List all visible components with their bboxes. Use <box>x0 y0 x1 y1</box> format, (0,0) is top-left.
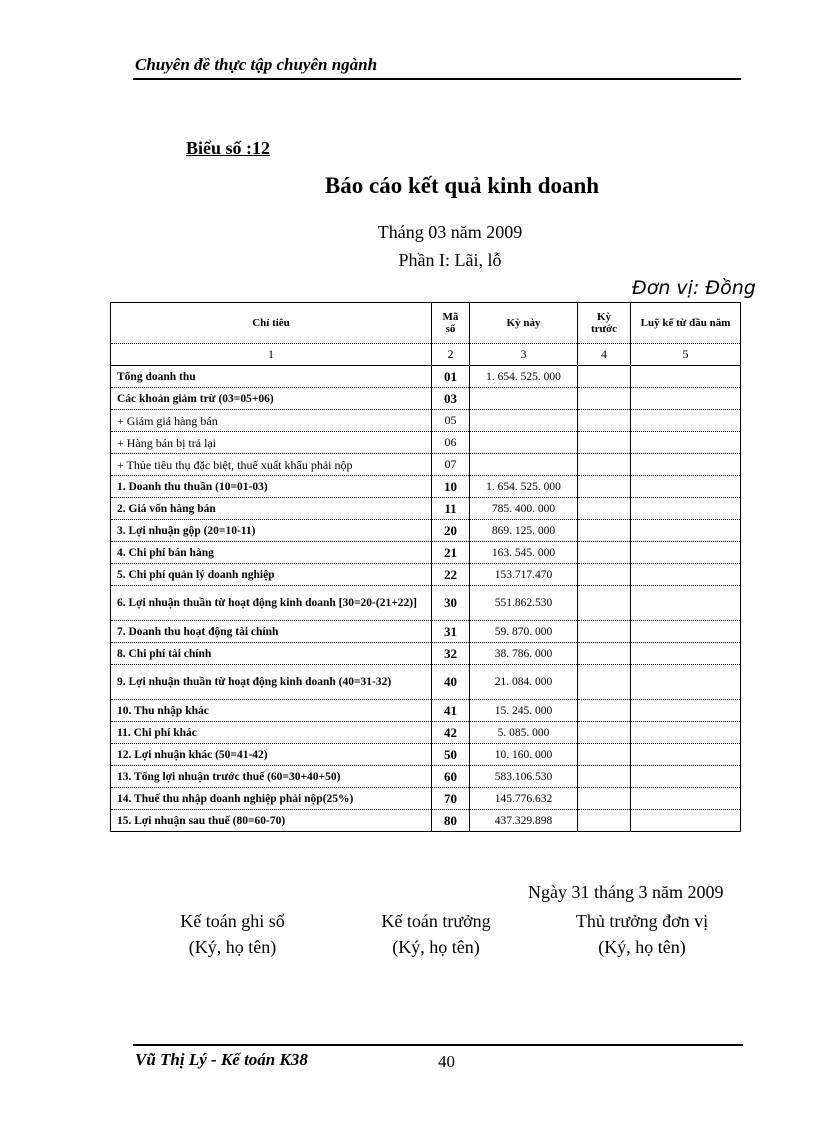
row-current-period: 21. 084. 000 <box>470 665 578 700</box>
row-previous-period <box>578 410 631 432</box>
row-year-to-date <box>631 410 741 432</box>
table-row <box>111 766 741 788</box>
index-cell: 5 <box>631 344 741 366</box>
row-previous-period <box>578 722 631 744</box>
row-name: 12. Lợi nhuận khác (50=41-42) <box>111 744 432 766</box>
row-code: 31 <box>432 621 470 643</box>
row-previous-period <box>578 810 631 832</box>
signature-note: (Ký, họ tên) <box>188 937 277 957</box>
row-previous-period <box>578 476 631 498</box>
row-previous-period <box>578 432 631 454</box>
signature-head <box>566 908 718 960</box>
report-period: Tháng 03 năm 2009 <box>377 222 523 242</box>
row-current-period <box>470 410 578 432</box>
row-previous-period <box>578 788 631 810</box>
table-row <box>111 564 741 586</box>
row-previous-period <box>578 700 631 722</box>
row-current-period: 153.717.470 <box>470 564 578 586</box>
report-part: Phần I: Lãi, lỗ <box>398 250 502 270</box>
row-current-period: 163. 545. 000 <box>470 542 578 564</box>
page-number: 40 <box>438 1052 455 1071</box>
table-row <box>111 744 741 766</box>
row-current-period: 437.329.898 <box>470 810 578 832</box>
row-year-to-date <box>631 454 741 476</box>
index-cell: 3 <box>470 344 578 366</box>
row-code: 42 <box>432 722 470 744</box>
row-previous-period <box>578 621 631 643</box>
row-name: 8. Chi phí tài chính <box>111 643 432 665</box>
row-current-period <box>470 454 578 476</box>
row-current-period: 551.862.530 <box>470 586 578 621</box>
row-year-to-date <box>631 788 741 810</box>
currency-unit: Đơn vị: Đồng <box>632 277 756 299</box>
signature-chief-accountant <box>366 908 506 960</box>
signature-title: Kế toán trưởng <box>381 911 491 931</box>
row-current-period: 15. 245. 000 <box>470 700 578 722</box>
table-row <box>111 722 741 744</box>
row-code: 07 <box>432 454 470 476</box>
row-previous-period <box>578 665 631 700</box>
row-code: 80 <box>432 810 470 832</box>
row-code: 05 <box>432 410 470 432</box>
column-index-row <box>111 344 741 366</box>
row-current-period: 145.776.632 <box>470 788 578 810</box>
row-previous-period <box>578 744 631 766</box>
form-label: Biểu số :12 <box>186 138 271 158</box>
row-year-to-date <box>631 542 741 564</box>
row-year-to-date <box>631 700 741 722</box>
header-chi-tieu: Chỉ tiêu <box>111 303 432 344</box>
row-previous-period <box>578 643 631 665</box>
row-previous-period <box>578 766 631 788</box>
signature-date: Ngày 31 tháng 3 năm 2009 <box>528 882 724 902</box>
row-previous-period <box>578 454 631 476</box>
row-current-period <box>470 388 578 410</box>
row-current-period: 1. 654. 525. 000 <box>470 366 578 388</box>
header-ky-nay: Kỳ này <box>470 303 578 344</box>
table-row <box>111 366 741 388</box>
row-code: 20 <box>432 520 470 542</box>
row-previous-period <box>578 542 631 564</box>
index-cell: 2 <box>432 344 470 366</box>
row-name: + Giảm giá hàng bán <box>111 410 432 432</box>
row-code: 10 <box>432 476 470 498</box>
income-statement-table <box>110 302 741 832</box>
row-current-period: 583.106.530 <box>470 766 578 788</box>
table-row <box>111 700 741 722</box>
row-name: 1. Doanh thu thuần (10=01-03) <box>111 476 432 498</box>
row-year-to-date <box>631 388 741 410</box>
row-previous-period <box>578 586 631 621</box>
row-year-to-date <box>631 643 741 665</box>
row-code: 03 <box>432 388 470 410</box>
header-luy-ke: Luỹ kế từ đầu năm <box>631 303 741 344</box>
table-row <box>111 520 741 542</box>
row-code: 40 <box>432 665 470 700</box>
row-current-period: 38. 786. 000 <box>470 643 578 665</box>
table-row <box>111 432 741 454</box>
row-name: Tổng doanh thu <box>111 366 432 388</box>
row-current-period: 785. 400. 000 <box>470 498 578 520</box>
index-cell: 1 <box>111 344 432 366</box>
row-year-to-date <box>631 520 741 542</box>
footer-divider <box>133 1044 743 1046</box>
row-code: 41 <box>432 700 470 722</box>
table-row <box>111 665 741 700</box>
row-year-to-date <box>631 476 741 498</box>
table-row <box>111 410 741 432</box>
table-row <box>111 586 741 621</box>
row-name: 7. Doanh thu hoạt động tài chính <box>111 621 432 643</box>
signature-accountant <box>160 908 305 960</box>
row-year-to-date <box>631 432 741 454</box>
row-current-period: 869. 125. 000 <box>470 520 578 542</box>
row-year-to-date <box>631 766 741 788</box>
header-ky-truoc <box>578 303 631 344</box>
header-divider <box>133 78 741 80</box>
footer-author: Vũ Thị Lý - Kế toán K38 <box>135 1050 308 1069</box>
row-name: + Thủe tiêu thụ đặc biệt, thuế xuất khẩu phải nộp <box>111 454 432 476</box>
row-name: 14. Thuế thu nhập doanh nghiệp phải nộp(25%) <box>111 788 432 810</box>
row-code: 01 <box>432 366 470 388</box>
row-name: + Hàng bán bị trả lại <box>111 432 432 454</box>
row-previous-period <box>578 520 631 542</box>
row-name: 2. Giá vốn hàng bán <box>111 498 432 520</box>
index-cell: 4 <box>578 344 631 366</box>
table-row <box>111 454 741 476</box>
row-name: 4. Chi phí bán hàng <box>111 542 432 564</box>
table-row <box>111 621 741 643</box>
table-row <box>111 476 741 498</box>
row-current-period: 1. 654. 525. 000 <box>470 476 578 498</box>
row-current-period: 10. 160. 000 <box>470 744 578 766</box>
row-current-period: 5. 085. 000 <box>470 722 578 744</box>
table-row <box>111 643 741 665</box>
row-code: 30 <box>432 586 470 621</box>
signature-note: (Ký, họ tên) <box>598 937 686 957</box>
table-row <box>111 498 741 520</box>
row-previous-period <box>578 388 631 410</box>
row-name: 5. Chi phí quản lý doanh nghiệp <box>111 564 432 586</box>
row-previous-period <box>578 498 631 520</box>
report-title: Báo cáo kết quả kinh doanh <box>324 173 600 198</box>
row-code: 60 <box>432 766 470 788</box>
row-name: 10. Thu nhập khác <box>111 700 432 722</box>
page-header: Chuyên đề thực tập chuyên ngành <box>135 55 378 74</box>
row-code: 50 <box>432 744 470 766</box>
signature-title: Thủ trưởng đơn vị <box>575 911 709 931</box>
row-name: 9. Lợi nhuận thuần từ hoạt động kinh doanh (40=31-32) <box>111 665 432 700</box>
row-code: 70 <box>432 788 470 810</box>
row-code: 06 <box>432 432 470 454</box>
row-year-to-date <box>631 665 741 700</box>
table-row <box>111 810 741 832</box>
header-ma-so <box>432 303 470 344</box>
table-row <box>111 388 741 410</box>
row-code: 21 <box>432 542 470 564</box>
row-name: 11. Chi phí khác <box>111 722 432 744</box>
row-name: 15. Lợi nhuận sau thuế (80=60-70) <box>111 810 432 832</box>
signature-title: Kế toán ghi sổ <box>180 911 285 931</box>
row-name: 6. Lợi nhuận thuần từ hoạt động kinh doanh [30=20-(21+22)] <box>111 586 432 621</box>
row-year-to-date <box>631 586 741 621</box>
table-row <box>111 788 741 810</box>
row-name: 13. Tổng lợi nhuận trước thuế (60=30+40+50) <box>111 766 432 788</box>
row-name: Các khoản giảm trừ (03=05+06) <box>111 388 432 410</box>
row-code: 32 <box>432 643 470 665</box>
signature-note: (Ký, họ tên) <box>392 937 480 957</box>
table-row <box>111 542 741 564</box>
header-ky-truoc-line1: Kỳ <box>596 311 612 323</box>
row-previous-period <box>578 366 631 388</box>
header-ky-truoc-line2: trước <box>590 323 618 335</box>
row-year-to-date <box>631 722 741 744</box>
row-name: 3. Lợi nhuận gộp (20=10-11) <box>111 520 432 542</box>
header-ma-so-line2: số <box>445 323 456 335</box>
row-year-to-date <box>631 366 741 388</box>
row-year-to-date <box>631 564 741 586</box>
row-previous-period <box>578 564 631 586</box>
row-year-to-date <box>631 498 741 520</box>
row-current-period: 59. 870. 000 <box>470 621 578 643</box>
row-year-to-date <box>631 744 741 766</box>
row-year-to-date <box>631 621 741 643</box>
row-code: 22 <box>432 564 470 586</box>
header-ma-so-line1: Mã <box>442 311 459 323</box>
row-year-to-date <box>631 810 741 832</box>
row-current-period <box>470 432 578 454</box>
row-code: 11 <box>432 498 470 520</box>
